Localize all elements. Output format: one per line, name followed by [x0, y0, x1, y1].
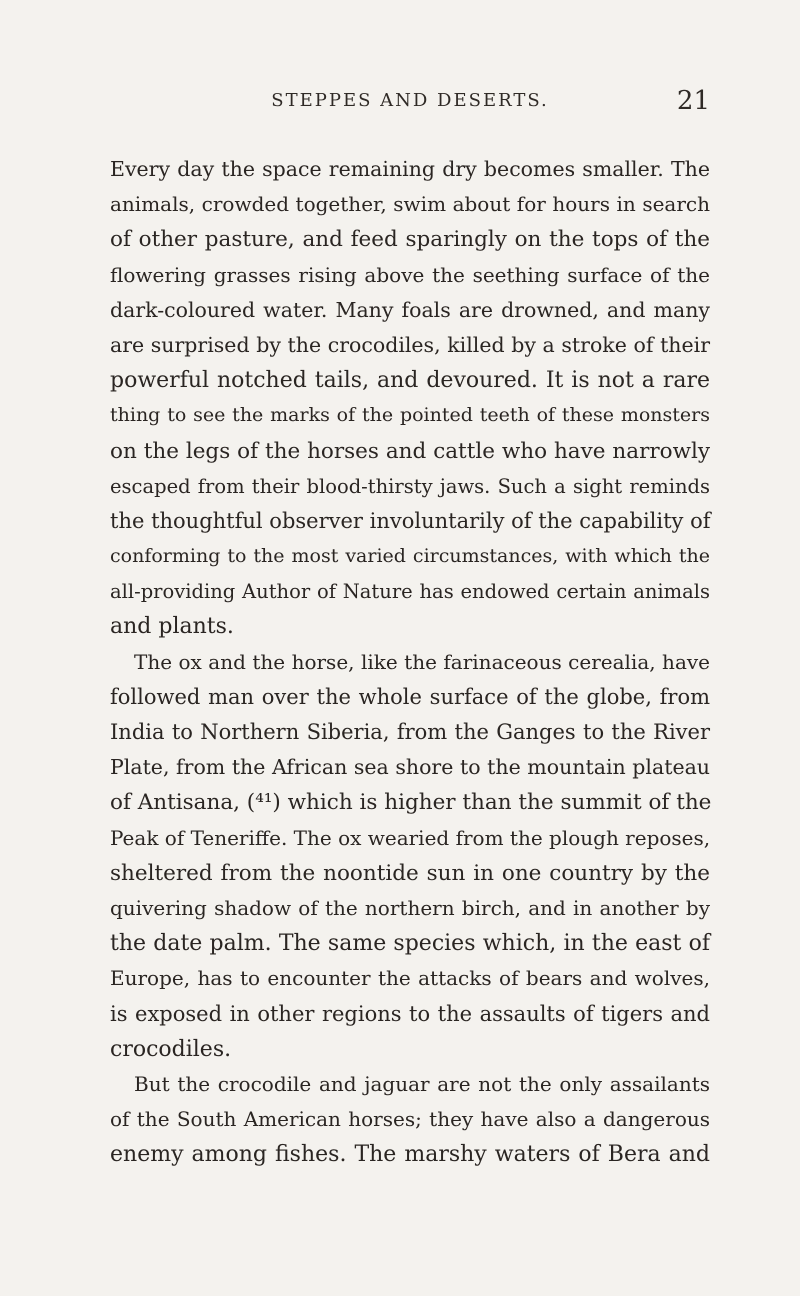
text-line: the thoughtful observer involuntarily of the capability of — [110, 508, 711, 533]
page-number: 21 — [676, 86, 710, 116]
text-line: Peak of Teneriffe. The ox wearied from the plough reposes, — [110, 825, 711, 850]
text-line: animals, crowded together, swim about for hours in search — [110, 192, 710, 217]
text-line: Plate, from the African sea shore to the mountain plateau — [110, 755, 710, 780]
text-line: powerful notched tails, and devoured. It is not a rare — [110, 368, 710, 394]
text-line: sheltered from the noontide sun in one country by the — [110, 860, 710, 886]
text-line: of the South American horses; they have also a dangerous — [110, 1107, 710, 1132]
text-line: the date palm. The same species which, in the east of — [110, 931, 710, 957]
text-line: India to Northern Siberia, from the Ganges to the River — [110, 720, 710, 744]
text-line: followed man over the whole surface of the globe, from — [110, 684, 710, 709]
paragraph-start-line: But the crocodile and jaguar are not the only assailants — [134, 1071, 710, 1096]
paragraph-end-line: and plants. — [110, 614, 234, 640]
text-line: of other pasture, and feed sparingly on the tops of the — [110, 227, 710, 253]
text-line: are surprised by the crocodiles, killed by a stroke of their — [110, 332, 710, 357]
text-line: conforming to the most varied circumstances, with which the — [110, 545, 710, 568]
footnote-reference-line: of Antisana, (⁴¹) which is higher than the summit of the — [110, 790, 712, 816]
text-line: is exposed in other regions to the assaults of tigers and — [110, 1001, 710, 1026]
body-text — [110, 152, 710, 1172]
text-line: Europe, has to encounter the attacks of bears and wolves, — [110, 966, 710, 991]
text-line: thing to see the marks of the pointed teeth of these monsters — [110, 404, 710, 427]
text-line: escaped from their blood-thirsty jaws. Such a sight reminds — [110, 474, 710, 498]
text-line: dark-coloured water. Many foals are drowned, and many — [110, 297, 710, 322]
text-line: Every day the space remaining dry becomes smaller. The — [110, 157, 710, 181]
running-title: STEPPES AND DESERTS. — [271, 90, 549, 111]
text-line: quivering shadow of the northern birch, and in another by — [110, 895, 710, 920]
running-head — [110, 86, 710, 120]
text-line: all-providing Author of Nature has endowed certain animals — [110, 580, 710, 604]
paragraph-end-line: crocodiles. — [110, 1036, 232, 1062]
text-line: on the legs of the horses and cattle who have narrowly — [110, 438, 710, 464]
paragraph-start-line: The ox and the horse, like the farinaceous cerealia, have — [134, 649, 710, 674]
text-line: flowering grasses rising above the seething surface of the — [110, 262, 710, 287]
text-line: enemy among fishes. The marshy waters of Bera and — [110, 1142, 710, 1168]
